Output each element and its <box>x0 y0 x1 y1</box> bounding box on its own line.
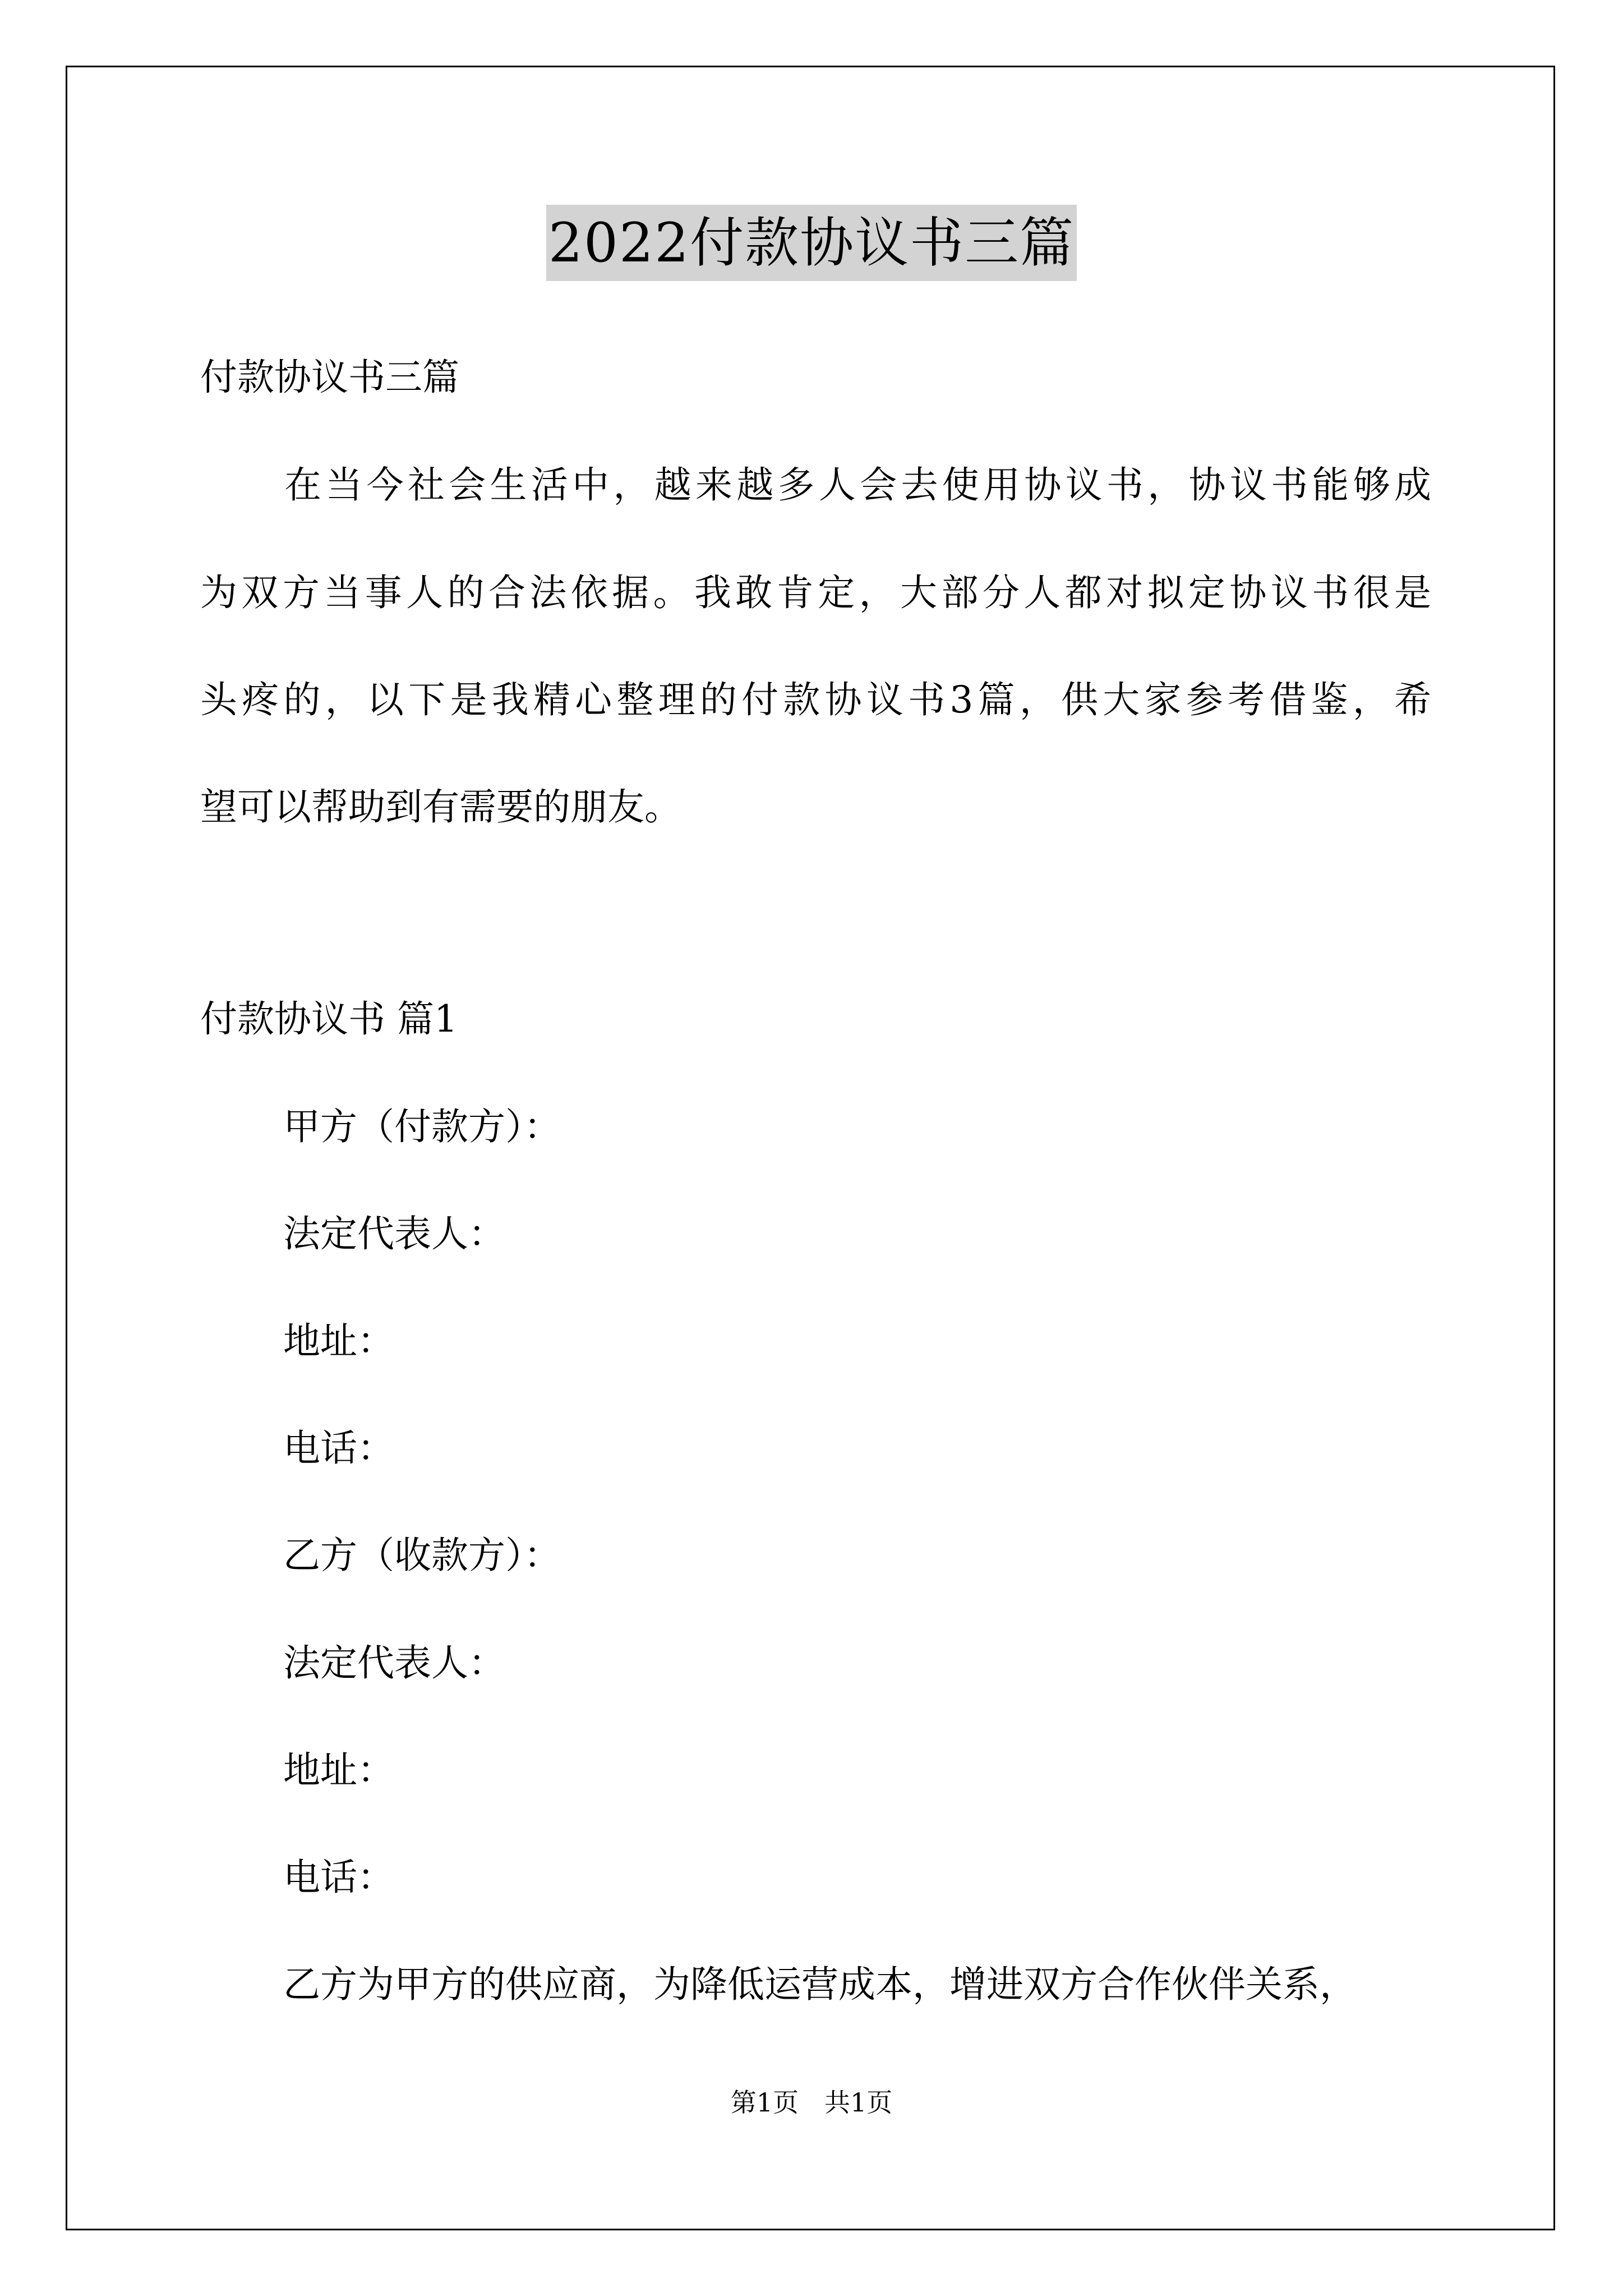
intro-line-4: 望可以帮助到有需要的朋友。 <box>200 785 681 829</box>
party-b-representative: 法定代表人： <box>283 1641 505 1685</box>
party-b-address: 地址： <box>283 1749 394 1792</box>
page-footer: 第1页 共1页 <box>730 2087 893 2118</box>
party-a-phone: 电话： <box>283 1427 394 1470</box>
intro-line-3: 头疼的，以下是我精心整理的付款协议书3篇，供大家参考借鉴，希 <box>200 678 1431 721</box>
document-title: 2022付款协议书三篇 <box>546 205 1077 281</box>
party-a-address: 地址： <box>283 1319 394 1363</box>
title-container <box>0 205 1623 281</box>
party-a-representative: 法定代表人： <box>283 1212 505 1255</box>
intro-line-2: 为双方当事人的合法依据。我敢肯定，大部分人都对拟定协议书很是 <box>200 571 1431 614</box>
section-heading: 付款协议书 篇1 <box>200 997 458 1041</box>
party-b-label: 乙方（收款方）： <box>283 1534 561 1577</box>
document-subtitle: 付款协议书三篇 <box>200 356 459 399</box>
intro-line-1: 在当今社会生活中，越来越多人会去使用协议书，协议书能够成 <box>284 463 1431 507</box>
party-b-phone: 电话： <box>283 1856 394 1899</box>
body-last-line: 乙方为甲方的供应商，为降低运营成本，增进双方合作伙伴关系， <box>283 1963 1357 2006</box>
party-a-label: 甲方（付款方）： <box>283 1105 561 1148</box>
